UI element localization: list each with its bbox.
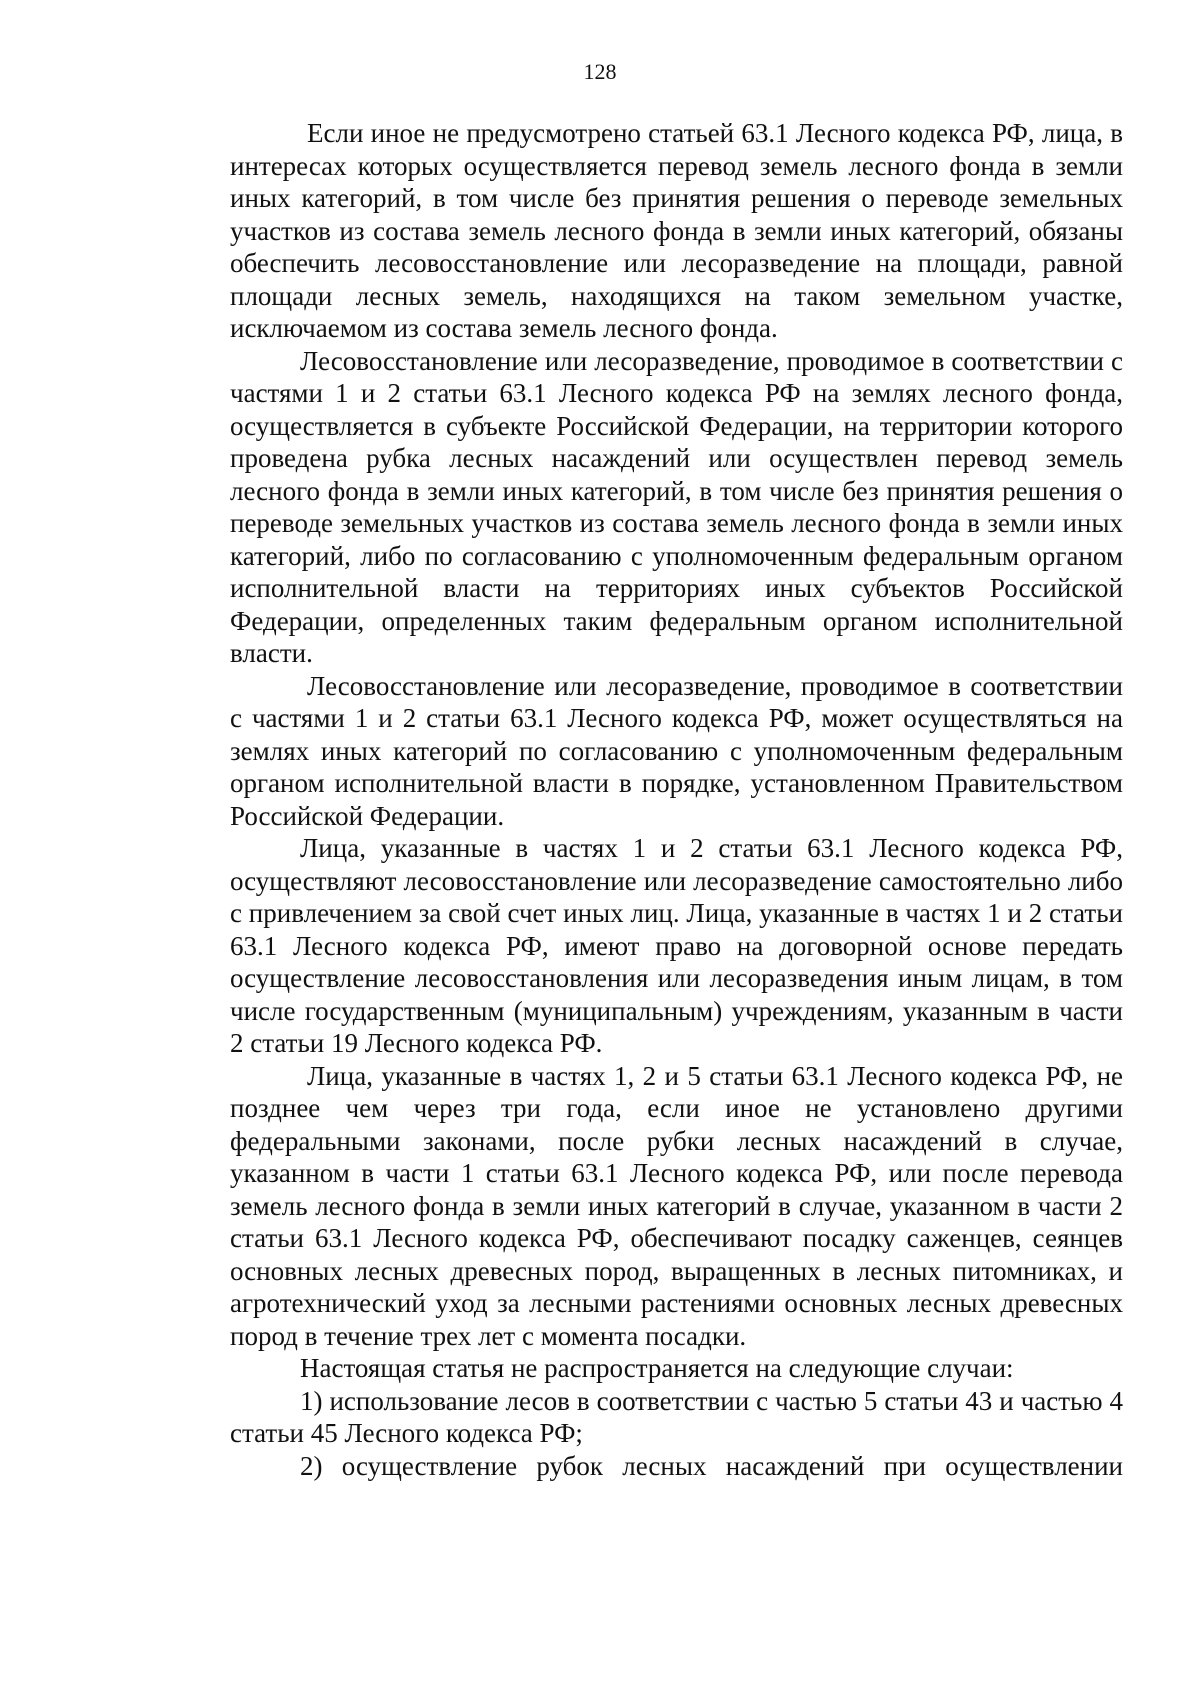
document-body xyxy=(230,117,1123,1482)
list-item-exception-1: 1) использование лесов в соответствии с частью 5 статьи 43 и частью 4 статьи 45 Лесного кодекса РФ; xyxy=(230,1385,1123,1448)
paragraph-performers: Лица, указанные в частях 1 и 2 статьи 63.1 Лесного кодекса РФ, осуществляют лесовосстановление или лесоразведение самостоятельно либо с привлечением за свой счет иных лиц. Лица, указанные в частях 1 и 2 статьи 63.1 Лесного кодекса РФ, имеют право на договорной основе передать осуществление лесовосстановления или лесоразведения иным лицам, в том числе государственным (муниципальным) учреждениям, указанным в части 2 статьи 19 Лесного кодекса РФ. xyxy=(230,833,1123,1058)
paragraph-reforestation-obligation: Если иное не предусмотрено статьей 63.1 Лесного кодекса РФ, лица, в интересах которых осуществляется перевод земель лесного фонда в земли иных категорий, в том числе без принятия решения о переводе земельных участков из состава земель лесного фонда в земли иных категорий, обязаны обеспечить лесовосстановление или лесоразведение на площади, равной площади лесных земель, находящихся на таком земельном участке, исключаемом из состава земель лесного фонда. xyxy=(230,118,1123,343)
paragraph-reforestation-location: Лесовосстановление или лесоразведение, проводимое в соответствии с частями 1 и 2 статьи 63.1 Лесного кодекса РФ на землях лесного фонда, осуществляется в субъекте Российской Федерации, на территории которого проведена рубка лесных насаждений или осуществлен перевод земель лесного фонда в земли иных категорий, в том числе без принятия решения о переводе земельных участков из состава земель лесного фонда в земли иных категорий, либо по согласованию с уполномоченным федеральным органом исполнительной власти на территориях иных субъектов Российской Федерации, определенных таким федеральным органом исполнительной власти. xyxy=(230,345,1123,668)
paragraph-exceptions-intro: Настоящая статья не распространяется на следующие случаи: xyxy=(300,1353,1014,1383)
page-number: 128 xyxy=(583,59,617,84)
list-item-exception-2: 2) осуществление рубок лесных насаждений при осуществлении xyxy=(300,1450,1123,1481)
paragraph-planting-deadline: Лица, указанные в частях 1, 2 и 5 статьи 63.1 Лесного кодекса РФ, не позднее чем через три года, если иное не установлено другими федеральными законами, после рубки лесных насаждений в случае, указанном в части 1 статьи 63.1 Лесного кодекса РФ, или после перевода земель лесного фонда в земли иных категорий в случае, указанном в части 2 статьи 63.1 Лесного кодекса РФ, обеспечивают посадку саженцев, сеянцев основных лесных древесных пород, выращенных в лесных питомниках, и агротехнический уход за лесными растениями основных лесных древесных пород в течение трех лет с момента посадки. xyxy=(230,1060,1123,1351)
paragraph-other-lands: Лесовосстановление или лесоразведение, проводимое в соответствии с частями 1 и 2 статьи 63.1 Лесного кодекса РФ, может осуществляться на землях иных категорий по согласованию с уполномоченным федеральным органом исполнительной власти в порядке, установленном Правительством Российской Федерации. xyxy=(230,670,1123,831)
